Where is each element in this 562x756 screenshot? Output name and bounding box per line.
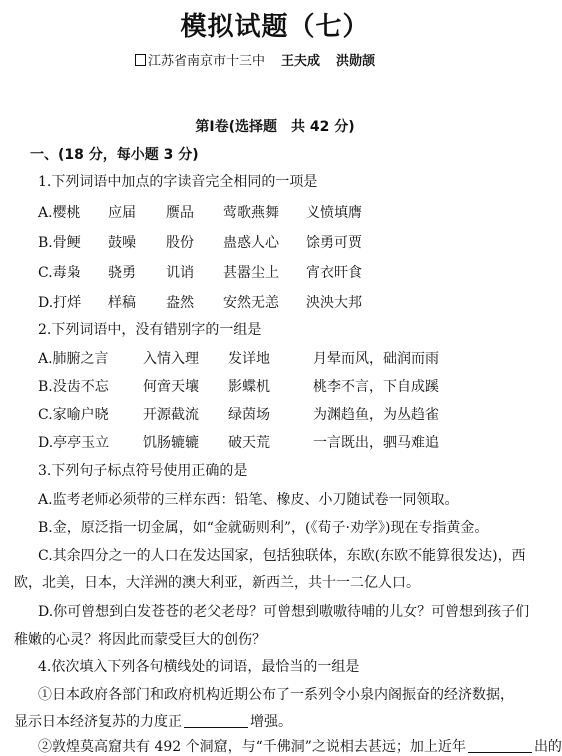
question-3-option-b: B.金，原泛指一切金属，如“金就砺则利”，(《荀子·劝学》)现在专指黄金。: [38, 520, 489, 536]
question-4-sentence-1-line-1: ①日本政府各部门和政府机构近期公布了一系列令小泉内阁振奋的经济数据，: [38, 687, 514, 703]
option-word: 月晕而风，础润而雨: [313, 351, 439, 367]
question-1-stem: 1.下列词语中加点的字读音完全相同的一项是: [38, 174, 318, 190]
option-word: 泱泱大邦: [306, 295, 362, 311]
option-word: 应届: [108, 205, 136, 221]
option-word: 赝品: [166, 205, 194, 221]
option-word: C.毒枭: [38, 265, 81, 281]
sentence-text: 出的: [533, 739, 562, 755]
option-word: A.肺腑之言: [38, 351, 109, 367]
question-3-option-d-line-2: 稚嫩的心灵？将因此而蒙受巨大的创伤？: [14, 632, 266, 648]
byline-author-1: 王夫成: [281, 54, 321, 69]
sentence-text: 增强。: [250, 714, 292, 730]
byline-org: 江苏省南京市十三中: [148, 54, 266, 69]
byline-author-2: 洪勋颉: [336, 54, 376, 69]
option-word: 讥诮: [166, 265, 194, 281]
sentence-text: ②敦煌莫高窟共有 492 个洞窟，与“千佛洞”之说相去甚远；加上近年: [38, 739, 466, 755]
option-word: 蛊惑人心: [223, 235, 279, 251]
option-word: 甚嚣尘上: [223, 265, 279, 281]
option-word: 开源截流: [143, 407, 199, 423]
option-word: 入情入理: [143, 351, 199, 367]
option-word: D.亭亭玉立: [38, 435, 110, 451]
option-word: 一言既出，驷马难追: [313, 435, 439, 451]
question-3-option-c-line-2: 欧，北美，日本，大洋洲的澳大利亚，新西兰，共十一二亿人口。: [14, 575, 420, 591]
option-word: 安然无恙: [223, 295, 279, 311]
sentence-text: 显示日本经济复苏的力度正: [14, 714, 182, 730]
option-word: 桃李不言，下自成蹊: [313, 379, 439, 395]
part-heading: 一、(18 分，每小题 3 分): [30, 147, 199, 163]
option-word: B.没齿不忘: [38, 379, 109, 395]
option-word: 盎然: [166, 295, 194, 311]
option-word: 为渊趋鱼，为丛趋雀: [313, 407, 439, 423]
option-word: 义愤填膺: [306, 205, 362, 221]
option-word: A.樱桃: [38, 205, 81, 221]
question-4-sentence-2: [38, 738, 562, 756]
byline: [135, 50, 375, 69]
option-word: 破天荒: [228, 435, 270, 451]
question-3-option-d-line-1: D.你可曾想到白发苍苍的老父老母？可曾想到嗷嗷待哺的儿女？可曾想到孩子们: [38, 604, 530, 620]
fill-blank: [468, 738, 532, 753]
option-word: 宵衣旰食: [306, 265, 362, 281]
option-word: 饥肠辘辘: [143, 435, 199, 451]
section-title: 第Ⅰ卷(选择题 共 42 分): [195, 119, 355, 135]
option-word: D.打烊: [38, 295, 82, 311]
option-word: B.骨鲠: [38, 235, 81, 251]
option-word: 股份: [166, 235, 194, 251]
question-4-stem: 4.依次填入下列各句横线处的词语，最恰当的一组是: [38, 659, 360, 675]
question-3-option-a: A.监考老师必须带的三样东西：铅笔、橡皮、小刀随试卷一同领取。: [38, 492, 459, 508]
option-word: 样稿: [108, 295, 136, 311]
exam-title: 模拟试题（七）: [180, 12, 370, 42]
option-word: 绿茵场: [228, 407, 270, 423]
question-3-stem: 3.下列句子标点符号使用正确的是: [38, 463, 248, 479]
option-word: 发详地: [228, 351, 270, 367]
question-4-sentence-1-line-2: [14, 713, 292, 731]
option-word: 骁勇: [108, 265, 136, 281]
checkbox-square-icon: [135, 54, 146, 66]
fill-blank: [184, 713, 248, 728]
option-word: 馀勇可贾: [306, 235, 362, 251]
question-3-option-c-line-1: C.其余四分之一的人口在发达国家，包括独联体，东欧(东欧不能算很发达)，西: [38, 548, 526, 564]
question-2-stem: 2.下列词语中，没有错别字的一组是: [38, 322, 262, 338]
option-word: 影蝶机: [228, 379, 270, 395]
option-word: 何啻天壤: [143, 379, 199, 395]
option-word: 鼓噪: [108, 235, 136, 251]
option-word: 莺歌燕舞: [223, 205, 279, 221]
option-word: C.家喻户晓: [38, 407, 109, 423]
